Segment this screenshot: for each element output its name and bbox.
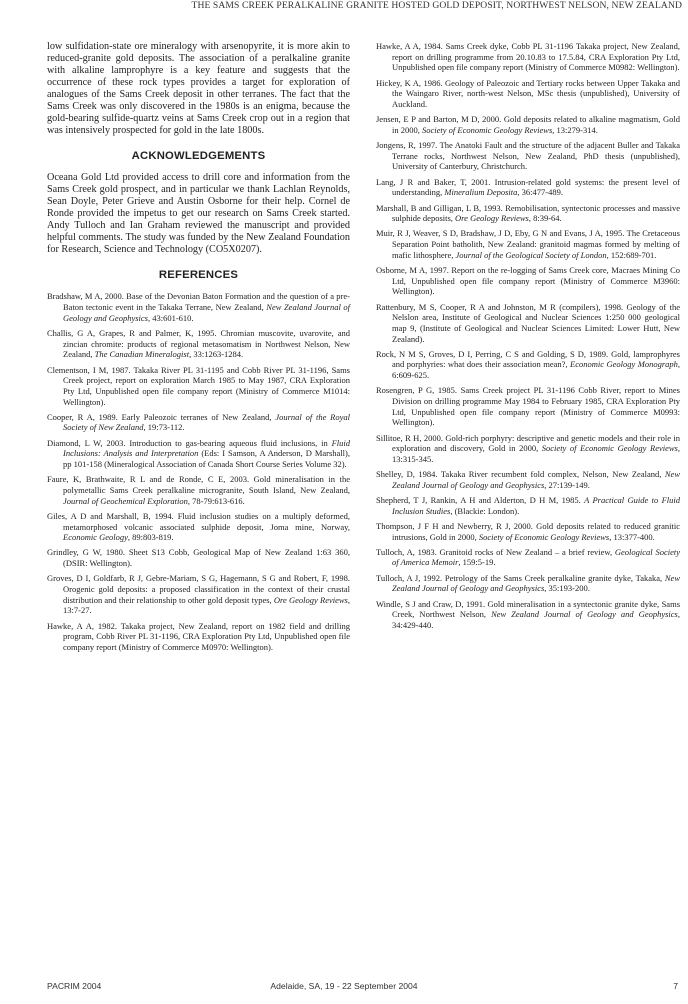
reference-entry xyxy=(376,302,680,345)
reference-volume-pages: , 35:193-200. xyxy=(544,583,590,594)
reference-source-title: Ore Geology Reviews xyxy=(455,213,529,224)
reference-source-title: The Canadian Mineralogist xyxy=(94,349,190,360)
footer-venue-date: Adelaide, SA, 19 - 22 September 2004 xyxy=(270,981,418,991)
reference-source-title: Fluid Inclusions: Analysis and Interpretation xyxy=(63,437,350,459)
reference-volume-pages: , 13:279-314. xyxy=(552,124,598,135)
reference-source-title: Journal of the Royal Society of New Zealand xyxy=(63,411,350,433)
reference-text: Thompson, J F H and Newberry, R J, 2000. Gold deposits related to reduced granitic intrusions, Gold in 2000, xyxy=(376,520,680,542)
reference-source-title: New Zealand Journal of Geology and Geophysics xyxy=(491,609,678,620)
reference-text: Cooper, R A, 1989. Early Paleozoic terranes of New Zealand, xyxy=(47,411,276,422)
reference-source-title: Economic Geology xyxy=(63,532,128,543)
reference-volume-pages: , 8:39-64. xyxy=(528,213,562,224)
running-head: THE SAMS CREEK PERALKALINE GRANITE HOSTED GOLD DEPOSIT, NORTHWEST NELSON, NEW ZEALAND xyxy=(191,0,682,11)
references-list-left xyxy=(47,291,350,652)
reference-text: Windle, S J and Craw, D, 1991. Gold mineralisation in a syntectonic granite dyke, Sams Creek, Northwest Nelson, xyxy=(376,598,680,620)
intro-paragraph: low sulfidation-state ore mineralogy with arsenopyrite, it is more akin to reduced-granite gold deposits. The association of a peralkaline granite with alkaline lamprophyre is a key feature and suggests that the occurrence of these rock types provides a target for exploration of analogues of the Sams Creek deposit in other terranes. The fact that the Sams Creek was only discovered in the 1980s is an enigma, because the gold-bearing sulfide-quartz veins at Sams Creek crop out in a region that was intensively prospected for gold in the late 1800s. xyxy=(47,41,350,136)
reference-entry xyxy=(376,78,680,110)
reference-source-title: Society of Economic Geology Reviews xyxy=(541,443,678,454)
reference-entry xyxy=(376,433,680,465)
reference-text: Faure, K, Brathwaite, R L and de Ronde, C E, 2003. Gold mineralisation in the polymetallic Sams Creek peralkaline microgranite, South Island, New Zealand, xyxy=(47,474,350,495)
reference-entry xyxy=(376,228,680,260)
reference-volume-pages: , 159:5-19. xyxy=(458,557,496,568)
reference-text: Hickey, K A, 1986. Geology of Paleozoic and Tertiary rocks between Upper Takaka and the Waingaro River, north-west Nelson, MSc thesis (unpublished), University of Auckland. xyxy=(376,77,680,109)
reference-text: Shelley, D, 1984. Takaka River recumbent fold complex, Nelson, New Zealand, xyxy=(376,469,665,480)
reference-volume-pages: , 34:429-440. xyxy=(392,609,680,630)
reference-source-title: Journal of the Geological Society of London xyxy=(455,249,607,260)
reference-entry xyxy=(47,365,350,408)
reference-volume-pages: , 78-79:613-616. xyxy=(187,495,245,506)
reference-entry xyxy=(376,385,680,428)
reference-entry xyxy=(376,41,680,73)
reference-text: Rosengren, P G, 1985. Sams Creek project PL 31-1196 Cobb River, report to Mines Division on drilling programme May 1984 to February 1985, CRA Exploration Pty Ltd, Unpublished open file company report (Ministry of Commerce M0993: Wellington). xyxy=(376,385,680,428)
reference-entry xyxy=(376,573,680,594)
reference-entry xyxy=(376,177,680,198)
reference-text: Marshall, B and Gilligan, L B, 1993. Remobilisation, syntectonic processes and massive sulphide deposits, xyxy=(376,202,680,224)
reference-entry xyxy=(47,621,350,653)
reference-text: Bradshaw, M A, 2000. Base of the Devonian Baton Formation and the question of a pre-Baton tectonic event in the Takaka Terrane, New Zealand, xyxy=(47,291,350,313)
reference-text: Muir, R J, Weaver, S D, Bradshaw, J D, Eby, G N and Evans, J A, 1995. The Cretaceous Separation Point batholith, New Zealand: granitoid magmas formed by melting of mafic lithosphere, xyxy=(376,228,680,260)
reference-text: Giles, A D and Marshall, B, 1994. Fluid inclusion studies on a multiply deformed, metamorphosed volcanic associated sulphide deposit, Joma mine, Norway, xyxy=(47,510,350,532)
reference-source-title: Mineralium Deposita xyxy=(444,187,518,198)
reference-entry xyxy=(376,599,680,631)
reference-source-title: New Zealand Journal of Geology and Geophysics xyxy=(392,572,680,594)
reference-entry xyxy=(47,474,350,506)
reference-source-title: New Zealand Journal of Geology and Geophysics xyxy=(392,469,680,490)
reference-source-title: New Zealand Journal of Geology and Geophysics xyxy=(63,302,350,323)
footer-conference: PACRIM 2004 xyxy=(47,981,102,991)
reference-text: Challis, G A, Grapes, R and Palmer, K, 1995. Chromian muscovite, uvarovite, and zincian chromite: products of regional metasomatism in Northwest Nelson, New Zealand, xyxy=(47,328,350,360)
references-list-right xyxy=(376,41,680,631)
reference-entry xyxy=(376,521,680,542)
reference-text: Groves, D I, Goldfarb, R J, Gebre-Mariam, S G, Hagemann, S G and Robert, F, 1998. Orogenic gold deposits: a proposed classification in the context of their crustal distribution and their relationship to other gold deposit types, xyxy=(47,573,350,605)
page-number: 7 xyxy=(673,981,678,991)
reference-source-title: Journal of Geochemical Exploration xyxy=(63,495,188,506)
reference-source-title: Society of Economic Geology Reviews xyxy=(478,531,610,542)
page-footer xyxy=(0,981,688,993)
reference-entry xyxy=(376,547,680,568)
reference-volume-pages: , 33:1263-1284. xyxy=(189,349,244,360)
reference-volume-pages: , 6:609-625. xyxy=(392,359,680,381)
reference-text: Osborne, M A, 1997. Report on the re-logging of Sams Creek core, Macraes Mining Co Ltd, Unpublished open file company report (Ministry of Commerce M3960: Wellington). xyxy=(376,264,680,297)
left-column xyxy=(47,41,350,657)
right-column xyxy=(376,41,680,635)
reference-entry xyxy=(376,349,680,381)
reference-entry xyxy=(47,511,350,543)
reference-volume-pages: , 13:7-27. xyxy=(63,594,350,616)
reference-text: Hawke, A A, 1984. Sams Creek dyke, Cobb PL 31-1196 Takaka project, New Zealand, report on drilling programme from 20.10.83 to 17.5.84, CRA Exploration Pty Ltd, Unpublished open file company report (Ministry of Commerce M0982: Wellington). xyxy=(376,41,680,73)
reference-source-title: Ore Geology Reviews xyxy=(273,594,348,605)
reference-entry xyxy=(47,547,350,568)
reference-text: Tulloch, A J, 1992. Petrology of the Sams Creek peralkaline granite dyke, Takaka, xyxy=(376,572,665,583)
reference-entry xyxy=(47,328,350,360)
reference-text: Rattenbury, M S, Cooper, R A and Johnston, M R (compilers), 1998. Geology of the Nelslon area, Institute of Geological and Nuclear Sciences 1:250 000 geological map 9, (Institute of Geological and Nuclear Sciences Limited: Lower Hutt, New Zealand). xyxy=(376,301,680,344)
reference-entry xyxy=(376,469,680,490)
reference-text: Diamond, L W, 2003. Introduction to gas-bearing aqueous fluid inclusions, in xyxy=(47,437,332,448)
reference-entry xyxy=(47,438,350,470)
reference-volume-pages: , 19:73-112. xyxy=(143,422,185,433)
reference-source-title: Geological Society of America Memoir xyxy=(392,546,680,568)
reference-text: Clementson, I M, 1987. Takaka River PL 31-1195 and Cobb River PL 31-1196, Sams Creek project, report on exploration March 1985 to May 1987, CRA Exploration Pty Ltd, Unpublished open file company report (Ministry of Commerce M1014: Wellington). xyxy=(47,364,350,407)
reference-entry xyxy=(47,291,350,323)
reference-volume-pages: , 13:315-345. xyxy=(392,443,680,464)
reference-entry xyxy=(376,114,680,135)
reference-volume-pages: , (Blackie: London). xyxy=(450,505,520,516)
reference-text: Shepherd, T J, Rankin, A H and Alderton, D H M, 1985. xyxy=(376,495,585,505)
reference-text: Jensen, E P and Barton, M D, 2000. Gold deposits related to alkaline magmatism, Gold in 2000, xyxy=(376,114,680,135)
reference-volume-pages: , 13:377-400. xyxy=(609,531,655,542)
reference-entry xyxy=(376,140,680,172)
reference-source-title: Society of Economic Geology Reviews xyxy=(422,124,553,135)
reference-text: Rock, N M S, Groves, D I, Perring, C S and Golding, S D, 1989. Gold, lamprophyres and porphyries: what does their association mean?, xyxy=(376,348,680,370)
acknowledgements-text: Oceana Gold Ltd provided access to drill core and information from the Sams Creek gold prospect, and in particular we thank Lachlan Reynolds, Sean Doyle, Peter Grieve and Austin Osborne for their help. Cornel de Ronde provided the impetus to get our research on Sams Creek started. Andy Tulloch and Ian Graham reviewed the manuscript and provided helpful comments. The study was funded by the New Zealand Foundation for Research, Science and Technology (CO5X0207). xyxy=(47,172,350,255)
reference-text: Hawke, A A, 1982. Takaka project, New Zealand, report on 1982 field and drilling program, Cobb River PL 31-1196, CRA Exploration Pty Ltd, Unpublished open file company report (Ministry of Commerce M0970: Wellington). xyxy=(47,620,350,652)
reference-text: Grindley, G W, 1980. Sheet S13 Cobb, Geological Map of New Zealand 1:63 360, (DSIR: Wellington). xyxy=(47,547,350,569)
reference-volume-pages: , 89:803-819. xyxy=(127,532,174,543)
reference-text: Lang, J R and Baker, T, 2001. Intrusion-related gold systems: the present level of understanding, xyxy=(376,176,680,198)
references-heading: REFERENCES xyxy=(158,268,239,281)
reference-volume-pages: , 27:139-149. xyxy=(544,479,590,490)
reference-volume-pages: (Eds: I Samson, A Anderson, D Marshall), pp 101-158 (Mineralogical Association of Canada Short Course Series Volume 32). xyxy=(63,448,350,470)
reference-entry xyxy=(376,495,680,516)
reference-source-title: Economic Geology Monograph xyxy=(570,359,678,370)
reference-source-title: A Practical Guide to Fluid Inclusion Studies xyxy=(392,495,680,516)
reference-text: Sillitoe, R H, 2000. Gold-rich porphyry: descriptive and genetic models and their role in exploration and discovery, Gold in 2000, xyxy=(376,432,680,454)
reference-text: Jongens, R, 1997. The Anatoki Fault and the structure of the adjacent Buller and Takaka Terrane rocks, Northwest Nelson, New Zealand, PhD thesis (unpublished), University of Canterbury, Christchurch. xyxy=(376,140,680,172)
reference-volume-pages: , 43:601-610. xyxy=(147,312,194,323)
reference-entry xyxy=(376,265,680,297)
reference-volume-pages: , 36:477-489. xyxy=(517,187,563,198)
reference-entry xyxy=(47,573,350,616)
acknowledgements-heading: ACKNOWLEDGEMENTS xyxy=(131,149,266,162)
reference-entry xyxy=(47,412,350,433)
reference-volume-pages: , 152:689-701. xyxy=(606,249,657,260)
reference-entry xyxy=(376,203,680,224)
reference-text: Tulloch, A, 1983. Granitoid rocks of New Zealand – a brief review, xyxy=(376,546,615,557)
